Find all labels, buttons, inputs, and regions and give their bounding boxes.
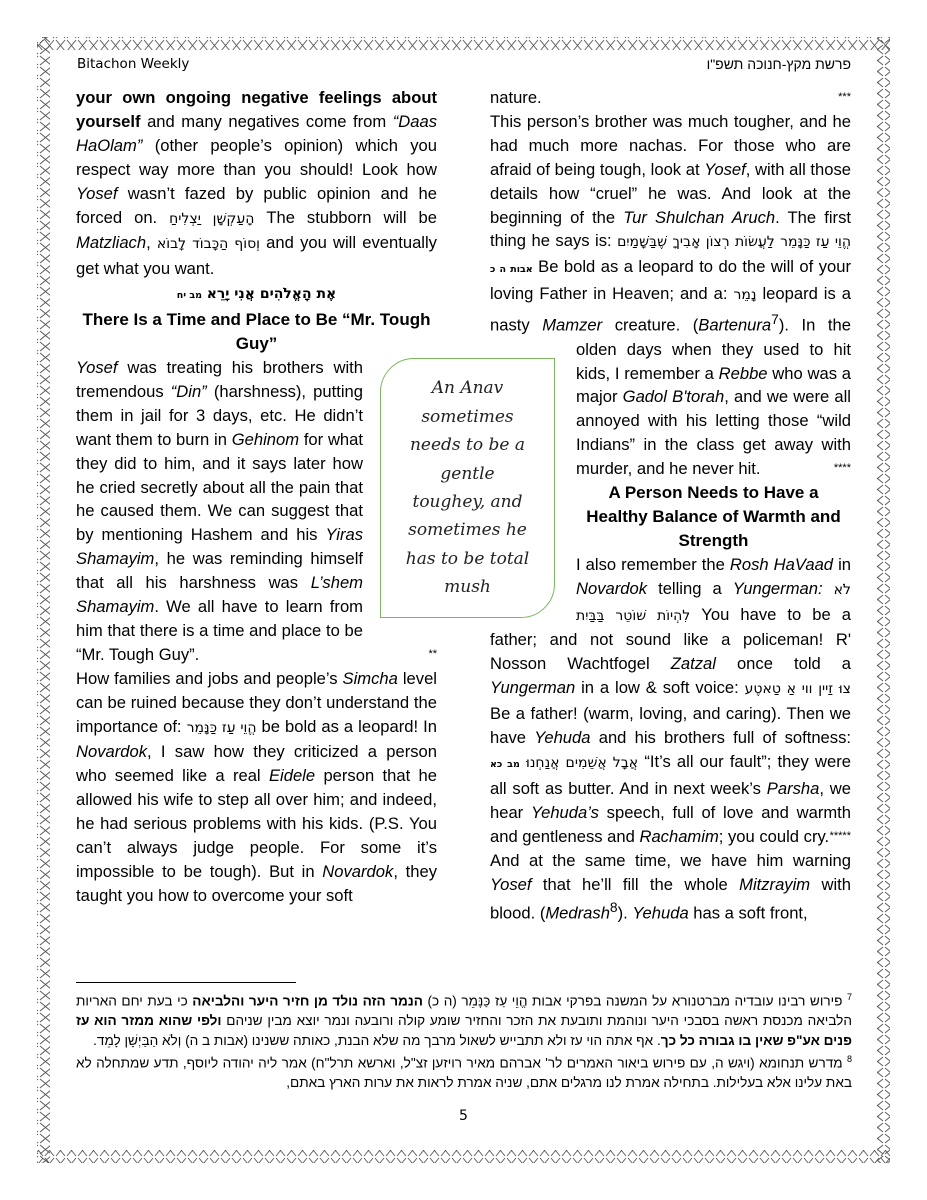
hebrew-quote: אֶת הָאֱלֹהִים אֲנִי יָרֵא <box>206 286 337 303</box>
footnotes <box>76 988 852 1093</box>
callout-line: toughey, and <box>412 491 523 512</box>
text-run: for what they did to him, and it says later how he cried secretly about all the pain that he caused them. We can suggest that by mentioning Hashem and his <box>76 429 363 545</box>
text-run: , we hear <box>490 778 851 822</box>
text-run: ). In the olden days when they used to hit kids, I remember a <box>576 315 852 383</box>
text-run: , I saw how they criticized a person who seemed like a real <box>76 742 437 786</box>
pull-quote-callout <box>380 358 555 618</box>
text-run: I also remember the <box>576 554 730 574</box>
text-run: , he was reminding himself that all his harshness was <box>76 549 363 593</box>
text-run: once told a <box>715 654 851 674</box>
text-run: This person’s brother was much tougher, and he had much more nachas. For those who are afraid of being tough, look at <box>490 111 851 179</box>
text-run: has a soft front, <box>688 903 808 923</box>
hebrew-quote: הָעַקְשָׁן יַצְלִיחַ <box>169 210 255 227</box>
text-run: and many negatives come from <box>140 111 393 131</box>
hebrew-quote: הֱוֵי עַז כַּנָּמֵר <box>186 719 257 736</box>
text-run: Medrash <box>545 903 610 923</box>
text-run: “Din” <box>170 381 207 401</box>
text-run: ). <box>617 903 633 923</box>
text-run: Yungerman <box>490 678 576 698</box>
page-number: 5 <box>459 1108 468 1124</box>
text-run: Be a father! (warm, loving, and caring). Then we have <box>490 704 851 748</box>
text-run: person that he allowed his wife to step all over him; and indeed, he had serious problems with his kids. (P.S. You can’t always judge people. For some it’s impossible to be tough). But in <box>76 766 437 881</box>
section-break-stars: ***** <box>829 829 851 842</box>
text-run: כי בעת יחם האריות הלביאה מכנסת ראשה בסבכי היער ונוהמת ותובעת את הזכר והחזיר שומע קולה ורובעה ונמר יוצא מבין שניהם <box>76 993 852 1029</box>
text-run: Novardok <box>76 742 148 762</box>
text-run: Yiras Shamayim <box>76 525 363 569</box>
text-run: creature. ( <box>602 315 699 335</box>
text-run: Gadol B'torah <box>622 387 725 407</box>
hebrew-quote: אֲבָל אֲשֵׁמִים אֲנַחְנוּ <box>526 755 639 771</box>
text-run: Gehinom <box>231 429 300 449</box>
callout-line: An Anav <box>431 378 504 399</box>
text-run: “Daas HaOlam” <box>76 111 437 155</box>
text-run: speech, full of love and warmth and gentleness and <box>490 802 852 846</box>
section-heading <box>76 308 437 356</box>
text-run: Yehuda <box>534 728 591 748</box>
text-run: who was a major <box>576 363 851 407</box>
footnote-ref: 8 <box>846 1054 852 1065</box>
text-run: הנמר הזה נולד מן חזיר היער והלביאה <box>192 993 423 1009</box>
text-run: your own ongoing negative feelings about yourself <box>76 88 437 131</box>
text-run: Simcha <box>342 668 398 688</box>
text-run: There Is a Time and Place to Be “Mr. Tough Guy” <box>82 310 431 354</box>
text-run: ולפי שהוא ממזר הוא עז פנים אע"פ שאין בו גבורה כל כך <box>76 1013 852 1048</box>
running-header-title: Bitachon Weekly <box>77 56 190 72</box>
text-run: Yosef <box>490 874 532 894</box>
text-run: ; you could cry. <box>718 826 830 846</box>
section-break-stars: **** <box>833 462 851 475</box>
text-run: Mamzer <box>542 315 603 335</box>
paragraph <box>76 667 437 908</box>
text-run: Yosef <box>704 159 746 179</box>
text-run: Yehuda’s <box>530 802 599 822</box>
footnote-ref: 8 <box>609 899 618 916</box>
callout-line: gentle <box>440 463 495 484</box>
text-run: . אף אתה הוי עז ולא תתבייש לשאול מרבך מה שלא הבנת, כאותה ששנינו (אבות ב ה) וְלֹא הַבַּיְשָׁן לָמֵד. <box>93 1032 661 1048</box>
text-run: and his brothers full of softness: <box>590 728 851 748</box>
source-citation: אבות ה כ <box>490 264 533 276</box>
text-run: Yehuda <box>632 903 689 923</box>
text-run: was treating his brothers with tremendous <box>76 357 363 401</box>
text-run: nature. <box>490 88 542 107</box>
callout-line: mush <box>444 577 491 598</box>
text-run: Bartenura <box>698 315 772 335</box>
text-run: in <box>833 554 852 574</box>
text-run: that he’ll fill the whole <box>531 874 740 894</box>
text-run: Rebbe <box>718 363 768 383</box>
text-run: , with all those details how “cruel” he was. And look at the beginning of the <box>490 159 851 227</box>
text-run: level can be ruined because they don’t understand the importance of: <box>76 668 437 736</box>
text-run: Yosef <box>76 357 118 377</box>
running-header-parsha: פרשת מקץ-חנוכה תשפ"ו <box>706 56 851 72</box>
text-run: be bold as a leopard! In <box>256 716 437 736</box>
callout-line: has to be total <box>405 548 530 569</box>
text-run: Matzliach <box>76 233 147 253</box>
text-run: (other people’s opinion) which you respect way more than you should! Look how <box>76 135 437 179</box>
hebrew-quote: נָמֵר <box>733 287 757 304</box>
footnote-ref: 7 <box>846 992 852 1002</box>
section-break-stars: *** <box>838 91 851 103</box>
paragraph <box>490 86 851 110</box>
text-run: You have to be a father; and not sound like a policeman! R' Nosson Wachtfogel <box>490 604 852 674</box>
text-run: . We all have to learn from him that there is a time and place to be “Mr. Tough Guy”. <box>76 597 363 664</box>
paragraph <box>76 1050 852 1093</box>
text-run: Parsha <box>766 778 820 798</box>
paragraph <box>76 988 852 1050</box>
text-run: in a low & soft voice: <box>575 678 745 698</box>
text-run: A Person Needs to Have a Healthy Balance of Warmth and Strength <box>586 483 841 550</box>
text-run <box>823 579 834 598</box>
hebrew-verse <box>76 281 437 308</box>
text-run: Novardok <box>576 578 648 598</box>
text-run: with blood. ( <box>490 874 852 923</box>
hebrew-quote: הֱוֵי עַז כַּנָּמֵר לַעֲשׂוֹת רְצוֹן אָבִיךָ שֶׁבַּשָּׁמַיִם <box>617 234 851 251</box>
text-run: telling a <box>647 578 733 598</box>
text-run: Zatzal <box>670 654 716 674</box>
text-run: Yungerman: <box>732 578 823 598</box>
callout-line: sometimes <box>421 406 514 427</box>
text-run: How families and jobs and people’s <box>76 668 343 688</box>
source-citation: מב יח <box>176 290 203 302</box>
text-run: , and we were all annoyed with his letting those “wild Indians” in the class get away with murder, and he never hit. <box>576 387 851 479</box>
text-run: L’shem Shamayim <box>76 573 363 617</box>
text-run: The stubborn will be <box>254 207 437 227</box>
text-run: Tur Shulchan Aruch <box>623 207 776 227</box>
callout-line: needs to be a <box>409 435 526 456</box>
text-run: And at the same time, we have him warning <box>490 850 851 870</box>
paragraph <box>490 849 851 926</box>
hebrew-quote: וְסוֹף הַכָּבוֹד לָבוֹא <box>156 236 260 253</box>
footnote-ref: 7 <box>771 311 779 328</box>
callout-line: sometimes he <box>408 520 527 541</box>
text-run: . The first thing he says is: <box>490 207 851 251</box>
hebrew-quote: צוּ זַיין ווי אַ טַאטֶע <box>744 681 851 698</box>
text-run: מדרש תנחומא (ויגש ה, עם פירוש ביאור האמרים לר' אברהם מאיר רויזען זצ"ל, וארשא תרל"ח) אמר ליה יהודה ליוסף, תדע שמתחלה לא באת עלינו אלא בעלילות. בתחילה אמרת לנו מרגלים אתם, שניה אמרת לראות את ערות הארץ באתם, <box>76 1055 852 1091</box>
text-run: Mitzrayim <box>739 874 811 894</box>
text-run: Rosh HaVaad <box>729 554 834 574</box>
text-run: פירוש רבינו עובדיה מברטנורא על המשנה בפרקי אבות הֱוֵי עַז כַּנָּמֵר (ה כ) <box>422 993 847 1009</box>
text-run: , they taught you how to overcome your soft <box>76 862 437 905</box>
text-run: and you will eventually get what you want. <box>76 233 437 279</box>
text-run: , <box>146 233 157 253</box>
section-break-stars: ** <box>428 647 437 660</box>
paragraph <box>76 86 437 281</box>
hebrew-quote: לֹא לִהְיוֹת שׁוֹטֵר בַּבַּיִת <box>576 581 851 624</box>
text-run: Eidele <box>268 766 316 786</box>
source-citation: מב כא <box>490 759 520 770</box>
text-run: wasn’t fazed by public opinion and he forced on. <box>76 183 437 227</box>
footnote-separator <box>76 982 296 983</box>
text-run: Novardok <box>322 862 394 881</box>
text-run: “It’s all our fault”; they were all soft as butter. And in next week’s <box>490 752 851 798</box>
text-run: Rachamim <box>639 826 719 846</box>
text-run: (harshness), putting them in jail for 3 days, etc. He didn’t want them to burn in <box>76 381 363 449</box>
text-run: Be bold as a leopard to do the will of your loving Father in Heaven; and a: <box>490 257 852 304</box>
text-run: Yosef <box>76 183 118 203</box>
text-run: leopard is a nasty <box>490 284 851 335</box>
